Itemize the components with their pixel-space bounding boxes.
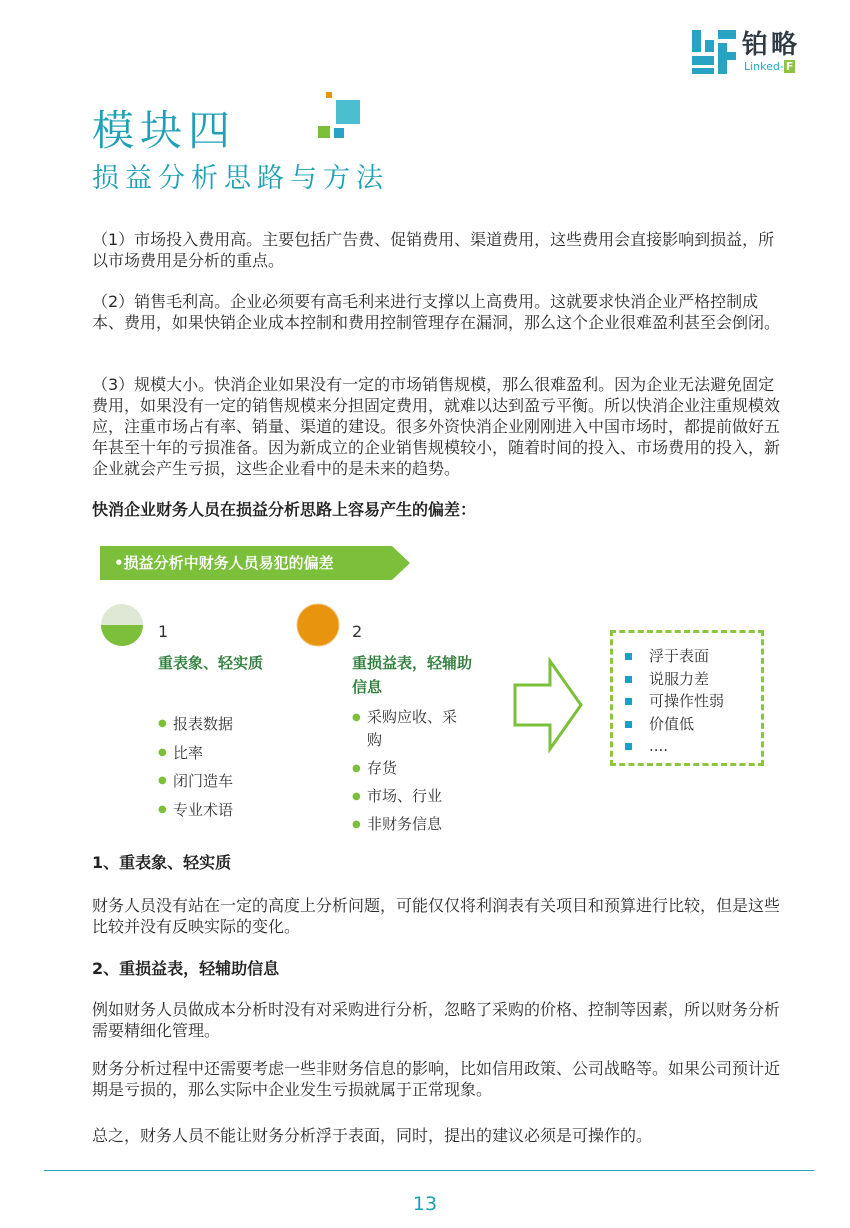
logo-subtitle: Linked- F <box>744 60 794 73</box>
list-item: ● 非财务信息 <box>352 813 470 836</box>
list-item: ● 专业术语 <box>158 796 233 825</box>
section-1-heading: 1、重表象、轻实质 <box>92 853 232 872</box>
section-2-heading: 2、重损益表，轻辅助信息 <box>92 959 280 978</box>
col1-heading: 重表象、轻实质 <box>158 654 264 672</box>
list-item: ● 采购应收、采购 <box>352 706 470 752</box>
half-circle-icon <box>100 603 144 647</box>
paragraph-gross-margin: （2）销售毛利高。企业必须要有高毛利来进行支撑以上高费用。这就要求快消企业严格控制成本、费用，如果快销企业成本控制和费用控制管理存在漏洞，那么这个企业很难盈利甚至会倒闭。 <box>92 292 781 332</box>
linked-f-logo-icon <box>692 30 736 74</box>
module-title: 模块四 <box>92 106 237 155</box>
list-item: ● 存货 <box>352 757 470 780</box>
page-subtitle: 损益分析思路与方法 <box>92 163 389 194</box>
section-2-paragraph-3: 总之，财务人员不能让财务分析浮于表面，同时，提出的建议必须是可操作的。 <box>92 1126 653 1145</box>
result-list <box>613 645 761 758</box>
list-item: .... <box>613 735 761 758</box>
result-box <box>610 630 764 766</box>
item-number-1: 1 <box>158 622 169 641</box>
logo-name: 铂略 <box>742 30 801 60</box>
section-2-paragraph-1: 例如财务人员做成本分析时没有对采购进行分析，忽略了采购的价格、控制等因素，所以财务分析需要精细化管理。 <box>92 1000 781 1040</box>
list-item: 可操作性弱 <box>613 690 761 713</box>
list-item: 浮于表面 <box>613 645 761 668</box>
col2-heading: 重损益表，轻辅助信息 <box>352 654 473 696</box>
col2-list <box>352 706 470 841</box>
item-number-2: 2 <box>352 622 363 641</box>
list-item: ● 市场、行业 <box>352 785 470 808</box>
orange-circle-icon <box>296 603 340 647</box>
list-item: ● 闭门造车 <box>158 767 233 796</box>
list-item: ● 比率 <box>158 739 233 768</box>
list-item: 说服力差 <box>613 668 761 691</box>
right-arrow-icon <box>512 657 584 753</box>
section-2-paragraph-2: 财务分析过程中还需要考虑一些非财务信息的影响，比如信用政策、公司战略等。如果公司预计近期是亏损的，那么实际中企业发生亏损就属于正常现象。 <box>92 1059 781 1099</box>
page-number: 13 <box>412 1193 438 1215</box>
bias-heading: 快消企业财务人员在损益分析思路上容易产生的偏差： <box>92 500 477 519</box>
list-item: 价值低 <box>613 713 761 736</box>
section-1-paragraph: 财务人员没有站在一定的高度上分析问题，可能仅仅将利润表有关项目和预算进行比较，但是这些比较并没有反映实际的变化。 <box>92 896 781 936</box>
paragraph-market-cost: （1）市场投入费用高。主要包括广告费、促销费用、渠道费用，这些费用会直接影响到损益，所以市场费用是分析的重点。 <box>92 230 775 270</box>
paragraph-scale: （3）规模大小。快消企业如果没有一定的市场销售规模，那么很难盈利。因为企业无法避免固定费用，如果没有一定的销售规模来分担固定费用，就难以达到盈亏平衡。所以快消企业注重规模效应，注重市场占有率、销量、渠道的建设。很多外资快消企业刚刚进入中国市场时，都提前做好五年甚至十年的亏损准备。因为新成立的企业销售规模较小，随着时间的投入、市场费用的投入，新企业就会产生亏损，这些企业看中的是未来的趋势。 <box>92 375 781 478</box>
list-item: ● 报表数据 <box>158 710 233 739</box>
diagram-banner-label: •损益分析中财务人员易犯的偏差 <box>114 554 334 572</box>
col1-list <box>158 710 233 824</box>
footer-divider <box>44 1170 814 1171</box>
